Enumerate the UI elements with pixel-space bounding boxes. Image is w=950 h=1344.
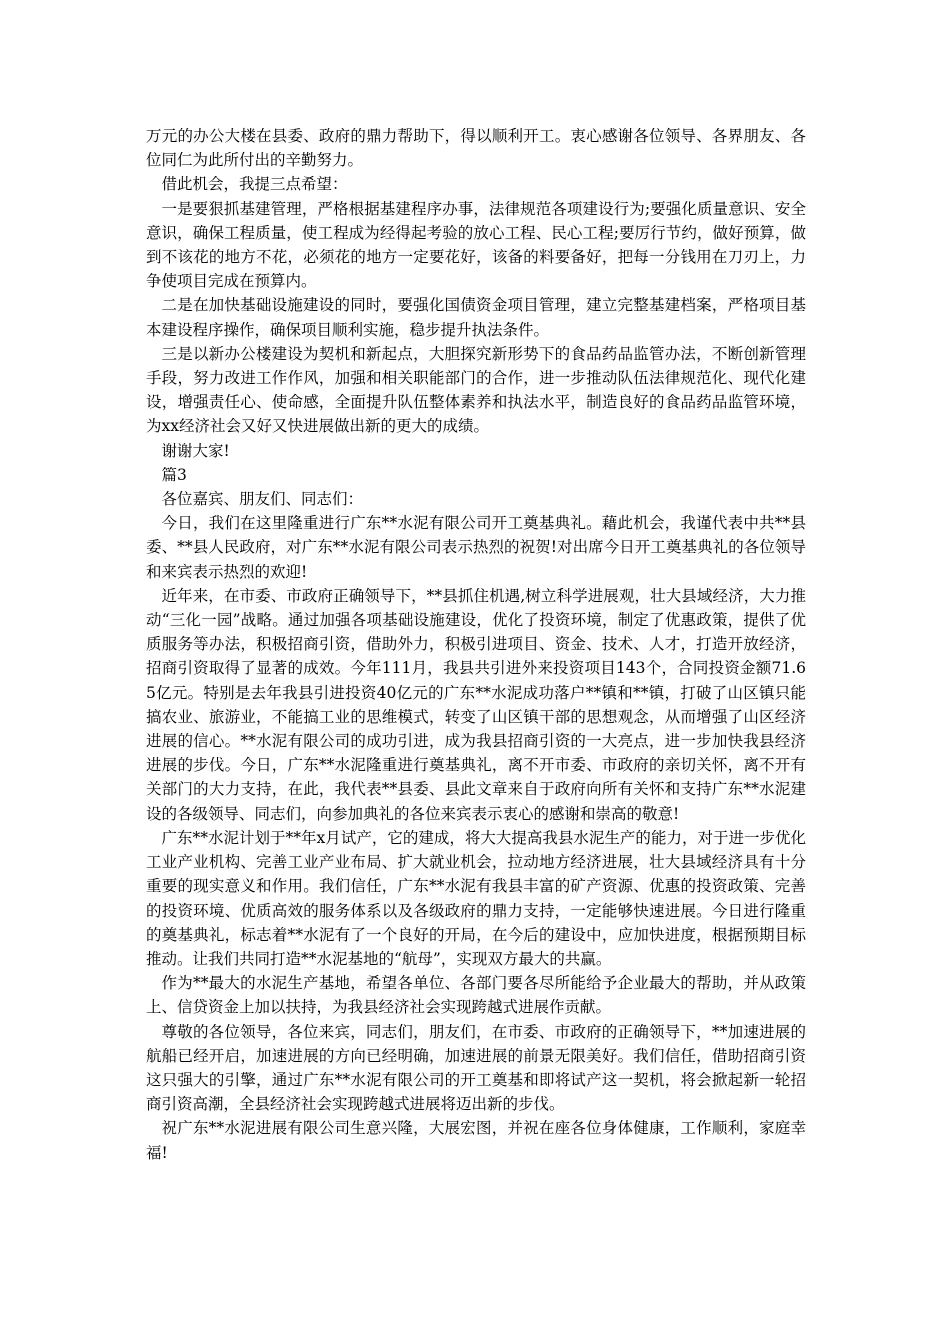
paragraph-3: 一是要狠抓基建管理，严格根据基建程序办事，法律规范各项建设行为;要强化质量意识、安全意识，确保工程质量，使工程成为经得起考验的放心工程、民心工程;要厉行节约，做好预算，做到不该花的地方不花，必须花的地方一定要花好，该备的料要备好，把每一分钱用在刀刃上，力争使项目完成在预算内。 [146, 199, 806, 291]
document-body [146, 124, 806, 1165]
paragraph-11: 广东**水泥计划于**年x月试产，它的建成，将大大提高我县水泥生产的能力，对于进一步优化工业产业机构、完善工业产业布局、扩大就业机会，拉动地方经济进展，壮大县域经济具有十分重要的现实意义和作用。我们信任，广东**水泥有我县丰富的矿产资源、优惠的投资政策、完善的投资环境、优质高效的服务体系以及各级政府的鼎力支持，一定能够快速进展。今日进行隆重的奠基典礼，标志着**水泥有了一个良好的开局，在今后的建设中，应加快进度，根据预期目标推动。让我们共同打造**水泥基地的“航母”，实现双方最大的共赢。 [146, 828, 806, 968]
paragraph-4: 二是在加快基础设施建设的同时，要强化国债资金项目管理，建立完整基建档案，严格项目基本建设程序操作，确保项目顺利实施，稳步提升执法条件。 [146, 296, 806, 339]
paragraph-1: 万元的办公大楼在县委、政府的鼎力帮助下，得以顺利开工。衷心感谢各位领导、各界朋友、各位同仁为此所付出的辛勤努力。 [146, 127, 806, 170]
paragraph-5: 三是以新办公楼建设为契机和新起点，大胆探究新形势下的食品药品监管办法，不断创新管理手段，努力改进工作作风，加强和相关职能部门的合作，进一步推动队伍法律规范化、现代化建设，增强责任心、使命感，全面提升队伍整体素养和执法水平，制造良好的食品药品监管环境，为xx经济社会又好又快进展做出新的更大的成绩。 [146, 344, 806, 436]
paragraph-13: 尊敬的各位领导，各位来宾，同志们，朋友们，在市委、市政府的正确领导下，**加速进展的航船已经开启，加速进展的方向已经明确，加速进展的前景无限美好。我们信任，借助招商引资这只强大的引擎，通过广东**水泥有限公司的开工奠基和即将试产这一契机，将会掀起新一轮招商引资高潮，全县经济社会实现跨越式进展将迈出新的步伐。 [146, 1022, 806, 1114]
paragraph-9: 今日，我们在这里隆重进行广东**水泥有限公司开工奠基典礼。藉此机会，我谨代表中共**县委、**县人民政府，对广东**水泥有限公司表示热烈的祝贺!对出席今日开工奠基典礼的各位领导和来宾表示热烈的欢迎! [146, 514, 806, 581]
section-heading: 篇3 [161, 465, 187, 484]
paragraph-10: 近年来，在市委、市政府正确领导下，**县抓住机遇,树立科学进展观，壮大县域经济，大力推动“三化一园”战略。通过加强各项基础设施建设，优化了投资环境，制定了优惠政策，提供了优质服务等办法，积极招商引资，借助外力，积极引进项目、资金、技术、人才，打造开放经济，招商引资取得了显著的成效。今年111月，我县共引进外来投资项目143个，合同投资金额71.65亿元。特别是去年我县引进投资40亿元的广东**水泥成功落户**镇和**镇，打破了山区镇只能搞农业、旅游业，不能搞工业的思维模式，转变了山区镇干部的思想观念，从而增强了山区经济进展的信心。**水泥有限公司的成功引进，成为我县招商引资的一大亮点，进一步加快我县经济进展的步伐。今日，广东**水泥隆重进行奠基典礼，离不开市委、市政府的亲切关怀，离不开有关部门的大力支持，在此，我代表**县委、县此文章来自于政府向所有关怀和支持广东**水泥建设的各级领导、同志们，向参加典礼的各位来宾表示衷心的感谢和崇高的敬意! [146, 586, 806, 823]
paragraph-6: 谢谢大家! [161, 441, 230, 460]
paragraph-14: 祝广东**水泥进展有限公司生意兴隆，大展宏图，并祝在座各位身体健康，工作顺利，家庭幸福! [146, 1119, 806, 1162]
paragraph-12: 作为**最大的水泥生产基地，希望各单位、各部门要各尽所能给予企业最大的帮助，并从政策上、信贷资金上加以扶持，为我县经济社会实现跨越式进展作贡献。 [146, 974, 806, 1017]
paragraph-2: 借此机会，我提三点希望： [161, 175, 348, 194]
salutation: 各位嘉宾、朋友们、同志们： [161, 490, 364, 509]
